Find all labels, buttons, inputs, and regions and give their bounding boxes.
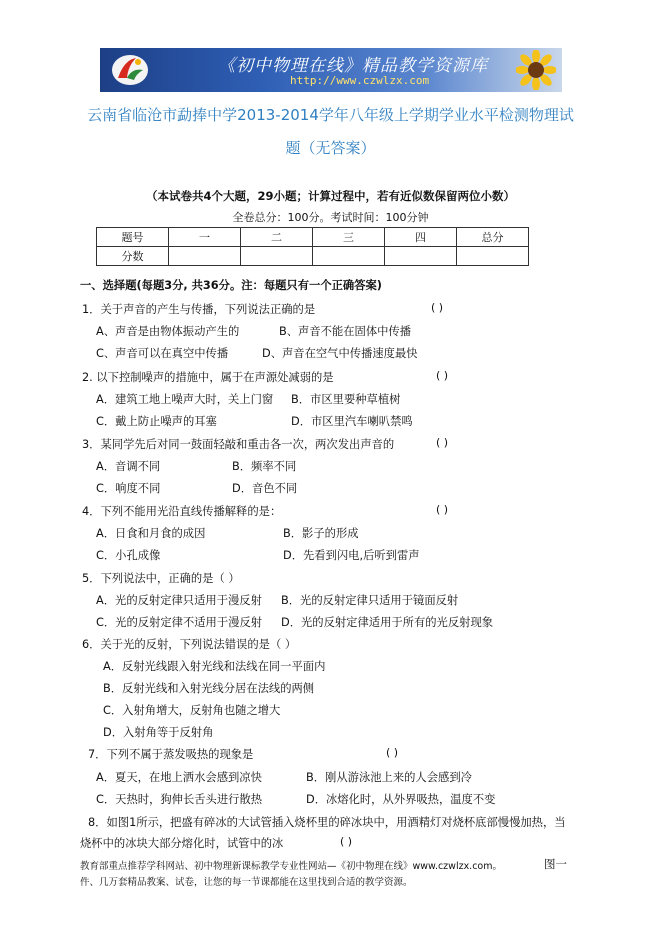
option: B．影子的形成 [283, 527, 359, 540]
footer-line1: 教育部重点推荐学科网站、初中物理新课标教学专业性网站—《初中物理在线》www.czwlzx.com。 [80, 861, 502, 872]
question-stem: 2. 以下控制噪声的措施中，属于在声源处减弱的是 [82, 371, 334, 384]
option: A．光的反射定律只适用于漫反射 [96, 594, 262, 607]
option: C．天热时，狗伸长舌头进行散热 [96, 793, 263, 806]
question-stem: 3．某同学先后对同一鼓面轻敲和重击各一次，两次发出声音的 [82, 438, 395, 451]
answer-paren: ( ) [340, 835, 353, 848]
option: D．市区里汽车喇叭禁鸣 [291, 415, 413, 428]
question-stem: 8．如图1所示，把盛有碎冰的大试管插入烧杯里的碎冰块中，用酒精灯对烧杯底部慢慢加热，当 [88, 816, 566, 829]
answer-paren: ( ) [436, 369, 449, 382]
banner-url: http://www.czwlzx.com [290, 74, 430, 87]
header-cell: 四 [385, 228, 457, 247]
question-stem: 6．关于光的反射，下列说法错误的是（ ） [82, 638, 297, 651]
banner-title: 《初中物理在线》精品教学资源库 [218, 56, 488, 76]
option: A．日食和月食的成因 [96, 527, 206, 540]
option: C．戴上防止噪声的耳塞 [96, 415, 217, 428]
sunflower-icon [516, 50, 556, 90]
score-table-header-row [97, 228, 529, 247]
row-label-cell: 分数 [97, 247, 169, 266]
score-table [96, 227, 529, 266]
document-title-line1: 云南省临沧市勐捧中学2013-2014学年八年级上学期学业水平检测物理试 [87, 106, 574, 124]
option: D．光的反射定律适用于所有的光反射现象 [281, 616, 494, 629]
option: C．光的反射定律不适用于漫反射 [96, 616, 263, 629]
option: B、声音不能在固体中传播 [279, 325, 412, 338]
header-cell: 二 [241, 228, 313, 247]
question-stem: 4．下列不能用光沿直线传播解释的是： [82, 505, 282, 518]
score-cell [241, 247, 313, 266]
header-cell: 三 [313, 228, 385, 247]
question-stem: 7．下列不属于蒸发吸热的现象是 [88, 748, 254, 761]
header-cell: 一 [169, 228, 241, 247]
score-cell [457, 247, 529, 266]
option: B．市区里要种草植树 [291, 393, 401, 406]
answer-paren: ( ) [431, 301, 444, 314]
score-table-row [97, 247, 529, 266]
option: C．小孔成像 [96, 549, 161, 562]
option: C．入射角增大，反射角也随之增大 [103, 704, 281, 717]
option: A．音调不同 [96, 460, 161, 473]
question-stem: 5．下列说法中，正确的是（ ） [82, 572, 240, 585]
document-title-line2: 题（无答案） [285, 139, 376, 157]
score-cell [169, 247, 241, 266]
header-cell: 总分 [457, 228, 529, 247]
section-heading: 一、选择题(每题3分, 共36分。注：每题只有一个正确答案) [80, 279, 382, 292]
option: C．响度不同 [96, 482, 161, 495]
option: D、声音在空气中传播速度最快 [262, 347, 418, 360]
option: B．光的反射定律只适用于镜面反射 [281, 594, 459, 607]
exam-totals: 全卷总分：100分。考试时间：100分钟 [232, 211, 429, 224]
site-logo-icon [110, 52, 150, 88]
site-banner [100, 48, 562, 92]
answer-paren: ( ) [436, 503, 449, 516]
option: A．夏天，在地上洒水会感到凉快 [96, 771, 262, 784]
option: A．反射光线跟入射光线和法线在同一平面内 [103, 660, 326, 673]
score-cell [313, 247, 385, 266]
header-cell: 题号 [97, 228, 169, 247]
answer-paren: ( ) [436, 436, 449, 449]
option: D．先看到闪电,后听到雷声 [283, 549, 420, 562]
exam-note: （本试卷共4个大题，29小题；计算过程中，若有近似数保留两位小数） [145, 189, 515, 203]
option: A．建筑工地上噪声大时，关上门窗 [96, 393, 274, 406]
option: D．音色不同 [232, 482, 298, 495]
footer-line2: 件、几万套精品教案、试卷，让您的每一节课都能在这里找到合适的教学资源。 [80, 877, 413, 888]
question-stem-continued: 烧杯中的冰块大部分熔化时，试管中的冰 [80, 837, 284, 850]
option: A、声音是由物体振动产生的 [96, 325, 240, 338]
score-cell [385, 247, 457, 266]
answer-paren: ( ) [386, 746, 399, 759]
option: B．频率不同 [232, 460, 297, 473]
option: D．冰熔化时，从外界吸热，温度不变 [306, 793, 496, 806]
figure-label: 图一 [544, 857, 567, 871]
question-stem: 1．关于声音的产生与传播，下列说法正确的是 [82, 303, 316, 316]
option: C、声音可以在真空中传播 [96, 347, 229, 360]
option: B．刚从游泳池上来的人会感到冷 [306, 771, 472, 784]
option: B．反射光线和入射光线分居在法线的两侧 [103, 682, 315, 695]
option: D．入射角等于反射角 [103, 726, 214, 739]
